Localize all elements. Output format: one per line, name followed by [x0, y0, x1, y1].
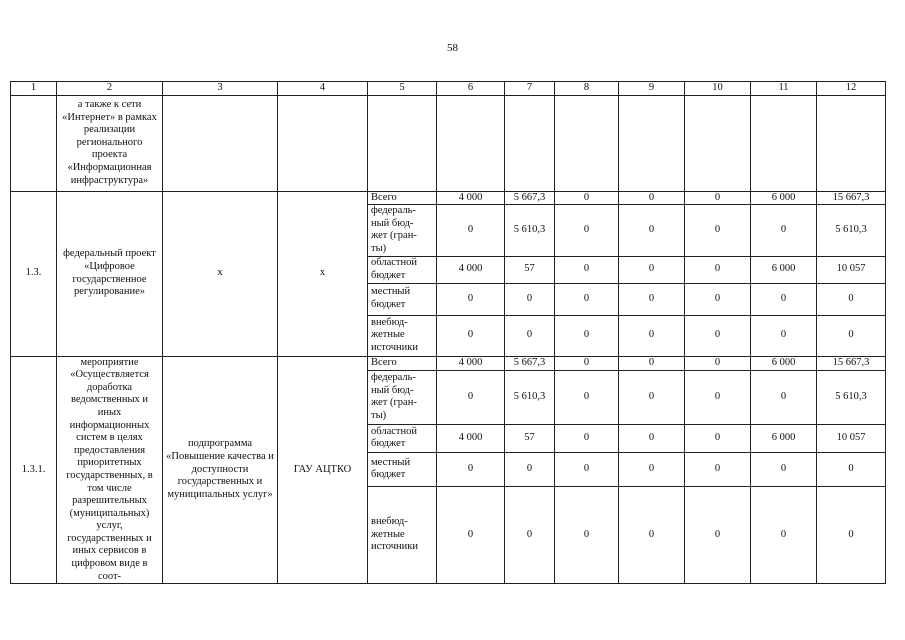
value-cell: 0 — [619, 191, 685, 205]
funding-source-cell — [368, 283, 437, 315]
value-cell: 0 — [685, 205, 751, 256]
header-cell: 11 — [751, 82, 817, 96]
header-cell: 9 — [619, 82, 685, 96]
value-cell: 0 — [619, 486, 685, 584]
value-cell: 10 057 — [817, 424, 886, 452]
value-cell: 0 — [619, 256, 685, 283]
header-cell: 6 — [437, 82, 505, 96]
funding-source-label: Всего — [371, 356, 397, 368]
project-program: х — [163, 191, 278, 356]
value-cell: 0 — [685, 256, 751, 283]
funding-source-cell — [368, 424, 437, 452]
funding-source-label: местный бюджет — [371, 456, 411, 481]
value-cell: 0 — [817, 486, 886, 584]
value-cell: 0 — [685, 191, 751, 205]
value-cell: 0 — [555, 315, 619, 356]
value-cell: 0 — [619, 283, 685, 315]
activity-program: подпрограмма «Повышение качества и доступности государственных и муниципальных услуг» — [163, 356, 278, 584]
page-number: 58 — [447, 42, 458, 54]
funding-source-label: федераль- ный бюд- жет (гран- ты) — [371, 205, 417, 254]
value-cell: 15 667,3 — [817, 356, 886, 370]
activity-code: 1.3.1. — [11, 356, 57, 584]
value-cell: 0 — [619, 356, 685, 370]
value-cell: 5 610,3 — [505, 205, 555, 256]
funding-source-label: областной бюджет — [371, 425, 417, 450]
value-cell: 0 — [751, 315, 817, 356]
value-cell: 0 — [817, 283, 886, 315]
value-cell: 0 — [817, 453, 886, 487]
funding-source-label: областной бюджет — [371, 256, 417, 281]
value-cell: 0 — [555, 453, 619, 487]
value-cell: 4 000 — [437, 356, 505, 370]
funding-source-label: Всего — [371, 191, 397, 203]
value-cell: 0 — [555, 191, 619, 205]
continuation-row — [11, 95, 886, 191]
value-cell: 0 — [619, 424, 685, 452]
header-cell: 1 — [11, 82, 57, 96]
value-cell: 0 — [685, 453, 751, 487]
activity-row — [11, 356, 886, 370]
value-cell: 0 — [555, 486, 619, 584]
value-cell: 0 — [685, 315, 751, 356]
value-cell: 0 — [505, 453, 555, 487]
value-cell — [505, 95, 555, 191]
value-cell: 5 610,3 — [817, 205, 886, 256]
header-cell: 10 — [685, 82, 751, 96]
value-cell: 5 610,3 — [817, 370, 886, 424]
value-cell: 57 — [505, 256, 555, 283]
value-cell: 0 — [619, 370, 685, 424]
value-cell: 0 — [685, 356, 751, 370]
value-cell: 0 — [437, 205, 505, 256]
value-cell: 0 — [505, 283, 555, 315]
header-cell: 7 — [505, 82, 555, 96]
header-cell: 2 — [57, 82, 163, 96]
value-cell: 6 000 — [751, 424, 817, 452]
value-cell — [555, 95, 619, 191]
executor-cell — [278, 95, 368, 191]
activity-executor: ГАУ АЦТКО — [278, 356, 368, 584]
value-cell: 0 — [555, 256, 619, 283]
value-cell: 0 — [555, 370, 619, 424]
funding-source-label: федераль- ный бюд- жет (гран- ты) — [371, 372, 417, 421]
value-cell — [685, 95, 751, 191]
funding-source-label: внебюд- жетные источники — [371, 516, 418, 553]
value-cell: 0 — [751, 486, 817, 584]
project-row — [11, 191, 886, 205]
value-cell: 4 000 — [437, 424, 505, 452]
value-cell: 0 — [685, 283, 751, 315]
value-cell: 0 — [505, 486, 555, 584]
funding-source-cell — [368, 256, 437, 283]
continuation-text: а также к сети «Интернет» в рамках реализации регионального проекта «Информационная инфраструктура» — [57, 95, 163, 191]
value-cell: 6 000 — [751, 256, 817, 283]
value-cell — [619, 95, 685, 191]
value-cell: 5 610,3 — [505, 370, 555, 424]
value-cell: 0 — [619, 315, 685, 356]
value-cell: 0 — [619, 453, 685, 487]
project-title: федеральный проект «Цифровое государственное регулирование» — [57, 191, 163, 356]
program-cell — [163, 95, 278, 191]
activity-title: мероприятие «Осуществляется доработка ведомственных и иных информационных систем в целях предоставления приоритетных государственных, в том числе разрешительных (муниципальных) услуг, государственных и иных сервисов в цифровом виде в соот- — [57, 356, 163, 584]
funding-source-label: местный бюджет — [371, 286, 411, 311]
funding-source-cell — [368, 205, 437, 256]
value-cell: 0 — [437, 486, 505, 584]
value-cell: 6 000 — [751, 191, 817, 205]
value-cell: 0 — [751, 205, 817, 256]
value-cell: 0 — [685, 370, 751, 424]
value-cell: 5 667,3 — [505, 191, 555, 205]
value-cell: 0 — [685, 486, 751, 584]
value-cell: 0 — [817, 315, 886, 356]
row-code-cell — [11, 95, 57, 191]
source-cell — [368, 95, 437, 191]
header-row — [11, 82, 886, 96]
funding-source-cell — [368, 453, 437, 487]
value-cell: 0 — [751, 370, 817, 424]
project-executor: х — [278, 191, 368, 356]
value-cell: 0 — [437, 315, 505, 356]
budget-table — [10, 81, 886, 584]
value-cell: 4 000 — [437, 191, 505, 205]
value-cell: 5 667,3 — [505, 356, 555, 370]
header-cell: 4 — [278, 82, 368, 96]
value-cell: 0 — [685, 424, 751, 452]
value-cell: 0 — [751, 283, 817, 315]
value-cell: 15 667,3 — [817, 191, 886, 205]
value-cell: 0 — [555, 205, 619, 256]
value-cell: 0 — [555, 283, 619, 315]
value-cell: 0 — [751, 453, 817, 487]
funding-source-cell — [368, 191, 437, 205]
header-cell: 12 — [817, 82, 886, 96]
header-cell: 8 — [555, 82, 619, 96]
value-cell: 57 — [505, 424, 555, 452]
value-cell — [437, 95, 505, 191]
value-cell: 0 — [437, 453, 505, 487]
value-cell: 0 — [555, 424, 619, 452]
funding-source-label: внебюд- жетные источники — [371, 316, 418, 353]
header-cell: 5 — [368, 82, 437, 96]
value-cell — [751, 95, 817, 191]
value-cell: 0 — [555, 356, 619, 370]
value-cell: 0 — [505, 315, 555, 356]
funding-source-cell — [368, 486, 437, 584]
value-cell: 10 057 — [817, 256, 886, 283]
funding-source-cell — [368, 370, 437, 424]
value-cell — [817, 95, 886, 191]
value-cell: 4 000 — [437, 256, 505, 283]
funding-source-cell — [368, 356, 437, 370]
project-code: 1.3. — [11, 191, 57, 356]
value-cell: 0 — [619, 205, 685, 256]
header-cell: 3 — [163, 82, 278, 96]
value-cell: 0 — [437, 370, 505, 424]
funding-source-cell — [368, 315, 437, 356]
value-cell: 0 — [437, 283, 505, 315]
value-cell: 6 000 — [751, 356, 817, 370]
